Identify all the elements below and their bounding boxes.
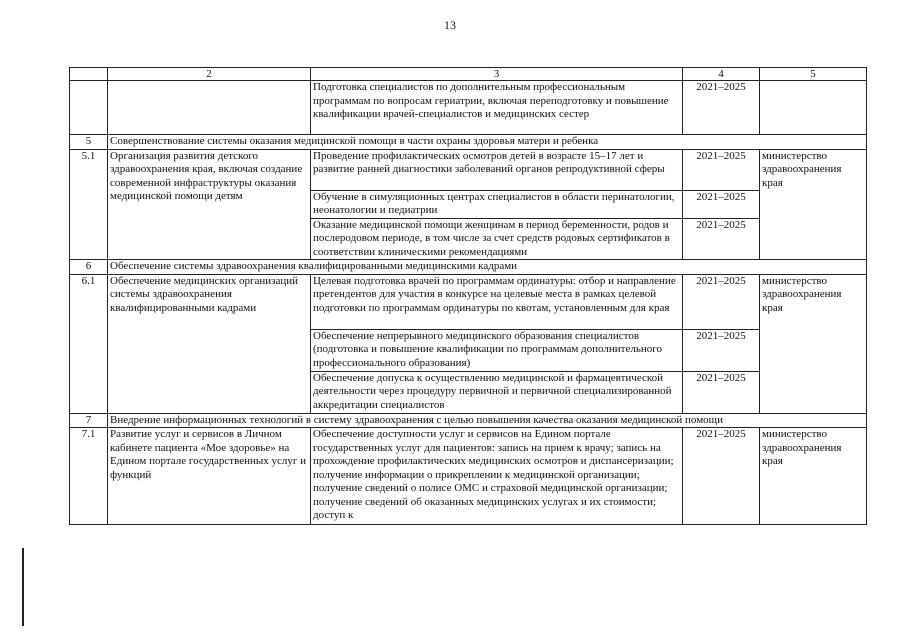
section-number: 6	[70, 260, 108, 275]
table-row	[70, 81, 867, 135]
activity-description: Целевая подготовка врачей по программам ординатуры: отбор и направление претендентов для участия в конкурсе на целевые места в рамках целевой подготовки по программам ординатуры по квотам, установленным для края	[311, 274, 683, 329]
section-row	[70, 413, 867, 428]
section-title: Совершенствование системы оказания медицинской помощи в части охраны здоровья матери и ребенка	[108, 135, 867, 150]
task-cell: Обеспечение медицинских организаций системы здравоохранения квалифицированными кадрами	[108, 274, 311, 413]
responsible-cell: министерство здравоохранения края	[760, 428, 867, 525]
section-number: 5	[70, 135, 108, 150]
program-table	[69, 67, 867, 525]
section-row	[70, 260, 867, 275]
task-cell: Организация развития детского здравоохранения края, включая создание современной инфраструктуры оказания медицинской помощи детям	[108, 149, 311, 260]
section-title: Внедрение информационных технологий в систему здравоохранения с целью повышения качества оказания медицинской помощи	[108, 413, 867, 428]
activity-period: 2021–2025	[683, 190, 760, 218]
page-number: 13	[444, 18, 456, 32]
header-cell-4: 4	[683, 68, 760, 81]
scan-edge-mark	[22, 548, 24, 626]
header-cell-2: 2	[108, 68, 311, 81]
header-cell-3: 3	[311, 68, 683, 81]
activity-period: 2021–2025	[683, 81, 760, 135]
activity-period: 2021–2025	[683, 428, 760, 525]
header-cell-1	[70, 68, 108, 81]
responsible-cell: министерство здравоохранения края	[760, 274, 867, 413]
item-number: 6.1	[70, 274, 108, 413]
activity-description: Подготовка специалистов по дополнительным профессиональным программам по вопросам гериатрии, включая переподготовку и повышение квалификации врачей-специалистов и медицинских сестер	[311, 81, 683, 135]
responsible-cell: министерство здравоохранения края	[760, 149, 867, 260]
section-title: Обеспечение системы здравоохранения квалифицированными медицинскими кадрами	[108, 260, 867, 275]
activity-description: Обучение в симуляционных центрах специалистов в области перинатологии, неонатологии и педиатрии	[311, 190, 683, 218]
activity-period: 2021–2025	[683, 218, 760, 260]
item-number: 5.1	[70, 149, 108, 260]
activity-description: Проведение профилактических осмотров детей в возрасте 15–17 лет и развитие ранней диагностики заболеваний органов репродуктивной сферы	[311, 149, 683, 190]
table-header-row	[70, 68, 867, 81]
activity-description: Обеспечение доступности услуг и сервисов на Едином портале государственных услуг для пациентов: запись на прием к врачу; запись на прохождение профилактических медицинских осмотров и диспансеризации; получение информации о прикреплении к медицинской организации; получение сведений о полисе ОМС и страховой медицинской организации; получение сведений об оказанных медицинских услугах и их стоимости; доступ к	[311, 428, 683, 525]
responsible-cell	[760, 81, 867, 135]
activity-period: 2021–2025	[683, 149, 760, 190]
activity-description: Оказание медицинской помощи женщинам в период беременности, родов и послеродовом периоде, в том числе за счет средств родовых сертификатов в соответствии клиническими рекомендациями	[311, 218, 683, 260]
table-row	[70, 428, 867, 525]
number-cell	[70, 81, 108, 135]
item-number: 7.1	[70, 428, 108, 525]
task-cell	[108, 81, 311, 135]
section-number: 7	[70, 413, 108, 428]
activity-period: 2021–2025	[683, 371, 760, 413]
activity-period: 2021–2025	[683, 274, 760, 329]
activity-description: Обеспечение непрерывного медицинского образования специалистов (подготовка и повышение квалификации по программам дополнительного профессионального образования)	[311, 329, 683, 371]
table-row	[70, 149, 867, 190]
activity-period: 2021–2025	[683, 329, 760, 371]
header-cell-5: 5	[760, 68, 867, 81]
table-row	[70, 274, 867, 329]
activity-description: Обеспечение допуска к осуществлению медицинской и фармацевтической деятельности через процедуру первичной и первичной специализированной аккредитации специалистов	[311, 371, 683, 413]
task-cell: Развитие услуг и сервисов в Личном кабинете пациента «Мое здоровье» на Едином портале государственных услуг и функций	[108, 428, 311, 525]
section-row	[70, 135, 867, 150]
